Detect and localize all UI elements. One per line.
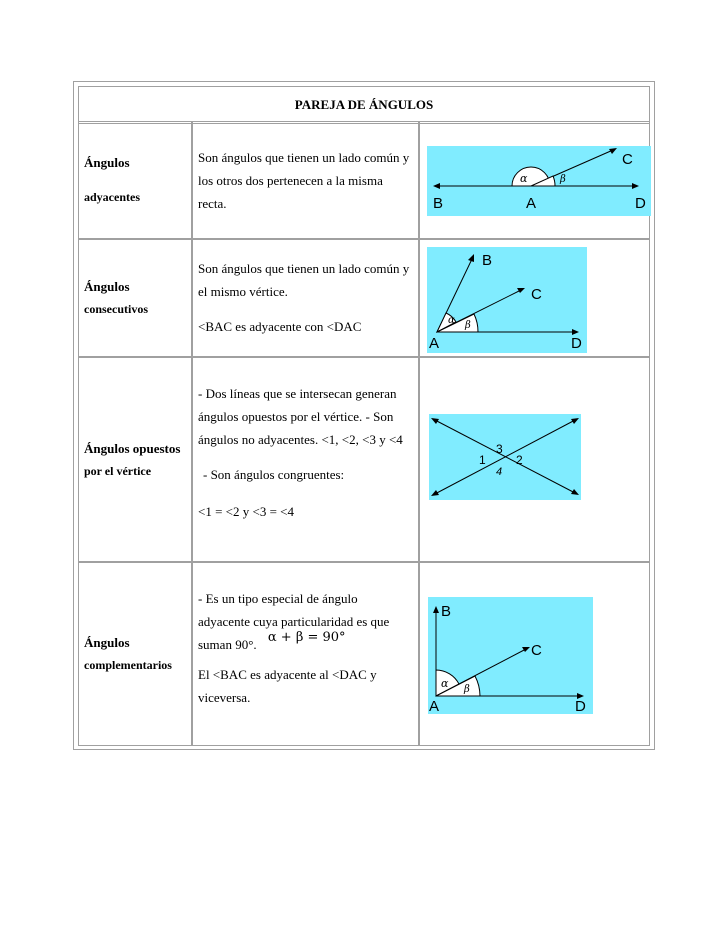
- row-name-line1: Ángulos: [84, 279, 130, 294]
- desc-line: - Son ángulos congruentes:: [203, 467, 345, 482]
- desc-line: [198, 630, 414, 657]
- row-consecutivos-figure-cell: [419, 239, 650, 357]
- consecutive-angles-figure: [427, 247, 587, 353]
- desc-line: Son ángulos que tienen un lado común y: [198, 261, 410, 276]
- row-opuestos-name: [78, 357, 192, 562]
- label-4: 4: [496, 466, 503, 478]
- sum-formula: α + β = 90°: [267, 630, 346, 645]
- label-b: B: [441, 603, 452, 620]
- row-adyacentes-desc: [192, 121, 419, 239]
- beta-symbol: β: [465, 320, 471, 331]
- label-c: C: [622, 151, 633, 168]
- table-title: PAREJA DE ÁNGULOS: [294, 97, 434, 112]
- desc-line: adyacente cuya particularidad es que: [198, 614, 390, 629]
- row-name-line1: Ángulos: [84, 635, 130, 650]
- label-c: C: [531, 286, 542, 303]
- desc-line: - Es un tipo especial de ángulo: [198, 591, 358, 606]
- desc-line: - Dos líneas que se intersecan generan: [198, 386, 397, 401]
- label-b: B: [482, 252, 493, 269]
- desc-line: ángulos opuestos por el vértice. - Son: [198, 409, 394, 424]
- label-d: D: [575, 698, 586, 714]
- row-opuestos-figure-cell: [419, 357, 650, 562]
- adjacent-angles-figure: [427, 146, 651, 216]
- row-name-line2: por el vértice: [84, 463, 152, 478]
- desc-line: viceversa.: [198, 690, 251, 705]
- row-name-line2: adyacentes: [84, 190, 140, 204]
- label-1: 1: [479, 453, 486, 467]
- beta-symbol: β: [560, 174, 566, 185]
- desc-line: <BAC es adyacente con <DAC: [198, 319, 362, 334]
- desc-text: suman 90°.: [198, 637, 257, 652]
- alpha-symbol: α: [448, 315, 455, 326]
- row-consecutivos-desc: [192, 239, 419, 357]
- desc-line: el mismo vértice.: [198, 284, 288, 299]
- desc-line: recta.: [198, 196, 227, 211]
- row-consecutivos-name: [78, 239, 192, 357]
- alpha-symbol: α: [441, 677, 449, 690]
- row-complementarios-name: [78, 562, 192, 746]
- alpha-symbol: α: [520, 172, 528, 185]
- figure-background: [427, 247, 587, 353]
- row-complementarios-figure-cell: [419, 562, 650, 746]
- angle-pairs-table: [73, 81, 655, 750]
- desc-line: Son ángulos que tienen un lado común y: [198, 150, 410, 165]
- row-name-line1: Ángulos opuestos: [84, 440, 181, 456]
- label-2: 2: [516, 453, 523, 467]
- desc-line: los otros dos pertenecen a la misma: [198, 173, 383, 188]
- row-name-line2: complementarios: [84, 658, 172, 672]
- beta-symbol: β: [464, 684, 470, 695]
- row-adyacentes-figure-cell: [419, 121, 650, 239]
- desc-line: ángulos no adyacentes. <1, <2, <3 y <4: [198, 432, 403, 447]
- table-header: [78, 86, 650, 124]
- row-opuestos-desc: [192, 357, 419, 562]
- label-d: D: [571, 335, 582, 352]
- label-a: A: [429, 335, 440, 352]
- desc-line: El <BAC es adyacente al <DAC y: [198, 667, 377, 682]
- desc-line: <1 = <2 y <3 = <4: [198, 504, 294, 519]
- row-name-line1: Ángulos: [84, 155, 130, 170]
- label-c: C: [531, 642, 542, 659]
- row-name-line2: consecutivos: [84, 302, 148, 316]
- label-a: A: [526, 195, 537, 212]
- label-d: D: [635, 195, 646, 212]
- row-complementarios-desc: [192, 562, 419, 746]
- label-a: A: [429, 698, 440, 714]
- vertical-angles-figure: [429, 414, 581, 500]
- row-adyacentes-name: [78, 121, 192, 239]
- label-3: 3: [496, 442, 503, 456]
- label-b: B: [433, 195, 444, 212]
- complementary-angles-figure: [428, 597, 593, 714]
